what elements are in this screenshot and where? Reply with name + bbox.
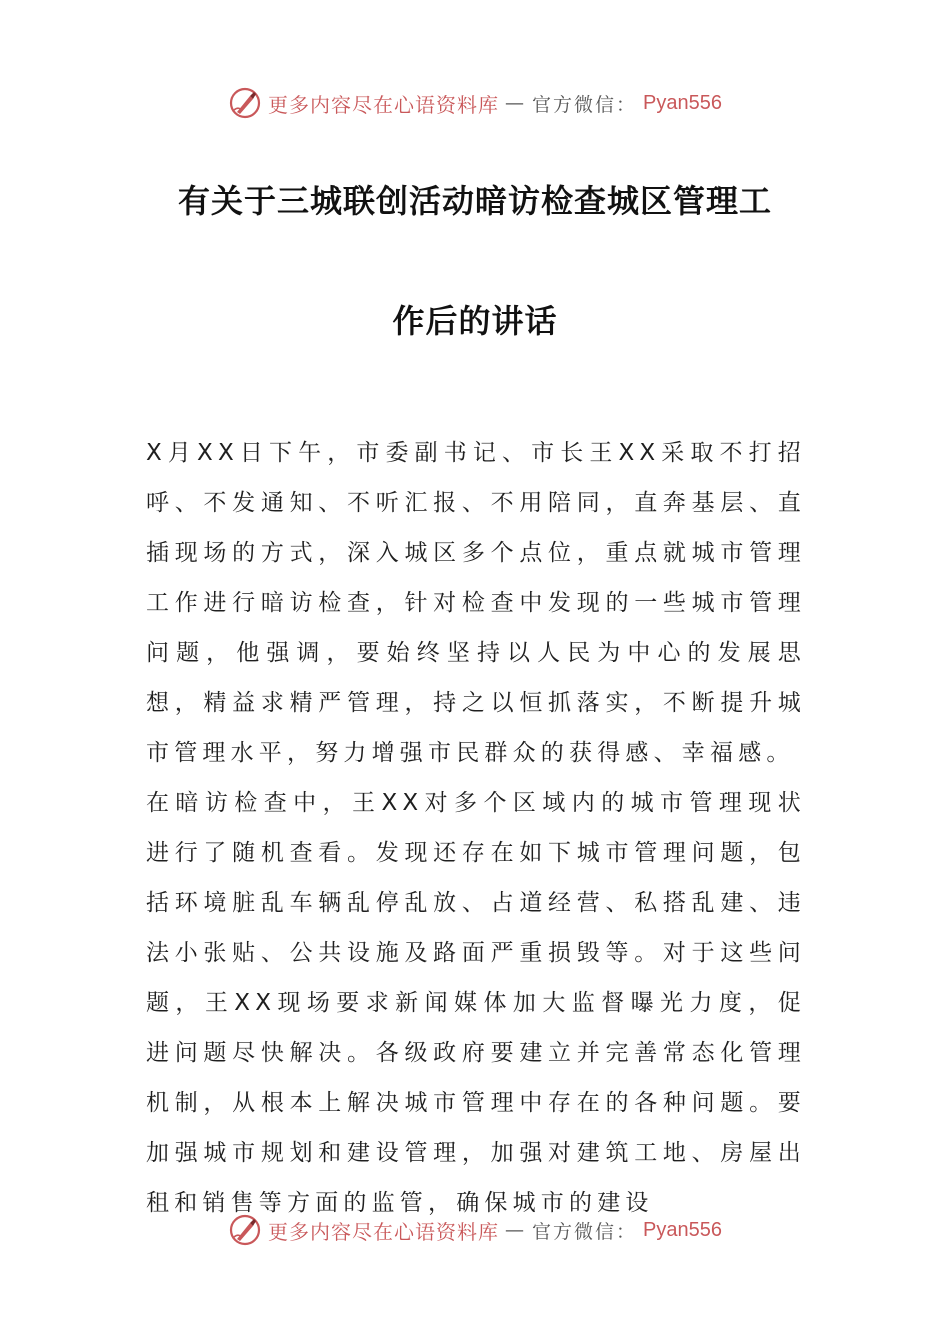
watermark-official-label: 官方微信： bbox=[532, 1220, 638, 1243]
document-body bbox=[146, 428, 806, 1228]
pen-circle-logo-icon bbox=[228, 86, 262, 120]
watermark-brand: 更多内容尽在心语资料库 bbox=[268, 1219, 499, 1244]
watermark-separator: — bbox=[505, 92, 526, 114]
watermark-official-label: 官方微信： bbox=[532, 93, 638, 116]
header-watermark bbox=[0, 83, 950, 123]
pen-circle-logo-icon bbox=[228, 1213, 262, 1247]
document-title-line-2: 作后的讲话 bbox=[392, 302, 558, 340]
footer-watermark bbox=[0, 1210, 950, 1250]
watermark-wechat-id: Pyan556 bbox=[643, 1218, 722, 1241]
document-title-line-1: 有关于三城联创活动暗访检查城区管理工 bbox=[177, 182, 772, 220]
watermark-separator: — bbox=[505, 1219, 526, 1241]
paragraph: X月XX日下午，市委副书记、市长王XX采取不打招呼、不发通知、不听汇报、不用陪同，直奔基层、直插现场的方式，深入城区多个点位，重点就城市管理工作进行暗访检查，针对检查中发现的一些城市管理问题，他强调，要始终坚持以人民为中心的发展思想，精益求精严管理，持之以恒抓落实，不断提升城市管理水平，努力增强市民群众的获得感、幸福感。 bbox=[146, 440, 806, 766]
watermark-wechat-id: Pyan556 bbox=[643, 91, 722, 114]
watermark-brand: 更多内容尽在心语资料库 bbox=[268, 92, 499, 117]
paragraph: 在暗访检查中，王XX对多个区域内的城市管理现状进行了随机查看。发现还存在如下城市管理问题，包括环境脏乱车辆乱停乱放、占道经营、私搭乱建、违法小张贴、公共设施及路面严重损毁等。对于这些问题，王XX现场要求新闻媒体加大监督曝光力度，促进问题尽快解决。各级政府要建立并完善常态化管理机制，从根本上解决城市管理中存在的各种问题。要加强城市规划和建设管理，加强对建筑工地、房屋出租和销售等方面的监管，确保城市的建设 bbox=[146, 790, 806, 1216]
